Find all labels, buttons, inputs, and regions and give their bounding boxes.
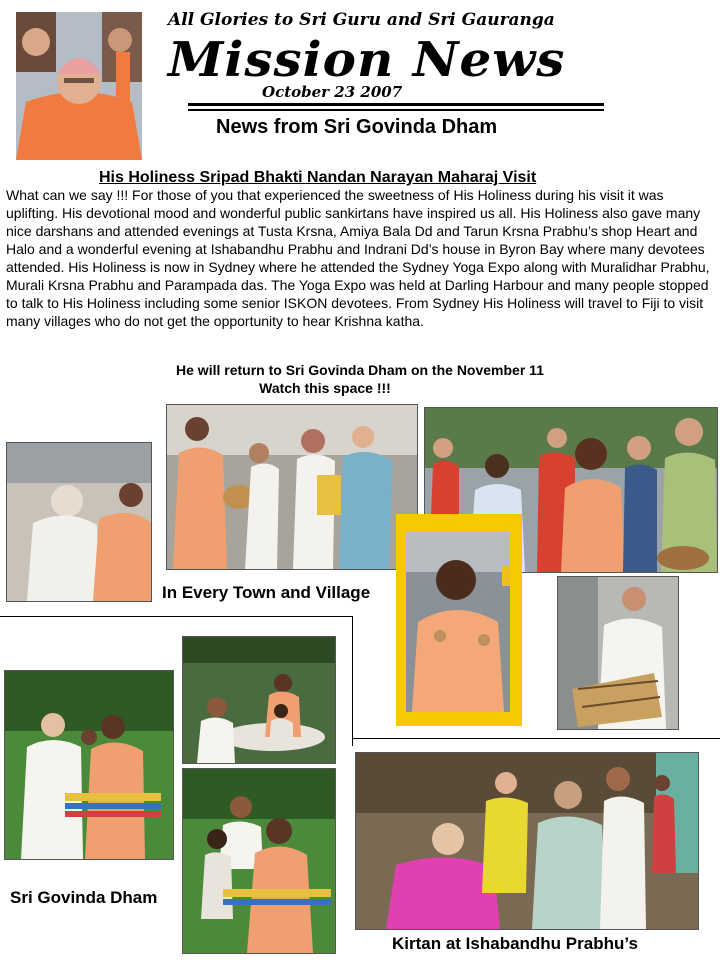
photo-group-bench <box>182 768 336 954</box>
watch-note: Watch this space !!! <box>259 380 391 396</box>
tagline: All Glories to Sri Guru and Sri Gauranga <box>168 10 555 30</box>
article-body: What can we say !!! For those of you that experienced the sweetness of His Holiness during his visit it was uplifting. His devotional mood and wonderful public sankirtans have inspired us all. His Holiness also gave many nice darshans and attended evenings at Tusta Krsna, Amiya Bala Dd and Tarun Krsna Prabhu’s shop Heart and Halo and a wonderful evening at Ishabandhu Prabhu and Indrani Dd’s house in Byron Bay where many devotees attended. His Holiness is now in Sydney where he attended the Sydney Yoga Expo along with Muralidhar Prabhu, Murali Krsna Prabhu and Parampada das. The Yoga Expo was held at Darling Harbour and many people stopped to talk to His Holiness including some senior ISKON devotees. From Sydney His Holiness will travel to Fiji to visit many villages who do not get the opportunity to hear Krishna katha. <box>6 187 710 329</box>
photo-street-kirtan <box>166 404 418 570</box>
masthead-title: Mission News <box>168 31 566 88</box>
photo-drummer <box>557 576 679 730</box>
photo-indoor-kirtan <box>355 752 699 930</box>
photo-swami-portrait <box>406 532 510 712</box>
caption-town-village: In Every Town and Village <box>162 583 371 602</box>
subtitle: News from Sri Govinda Dham <box>216 116 498 138</box>
return-note: He will return to Sri Govinda Dham on the November 11 <box>176 362 544 378</box>
divider-right <box>352 738 720 739</box>
divider-vertical <box>352 616 353 746</box>
photo-boat-lake <box>182 636 336 764</box>
masthead-rule-top <box>188 103 604 106</box>
featured-photo-frame <box>396 514 522 726</box>
issue-date: October 23 2007 <box>262 83 403 101</box>
caption-kirtan-ishabandhu: Kirtan at Ishabandhu Prabhu’s <box>392 934 638 953</box>
divider-left <box>0 616 352 617</box>
caption-sri-govinda-dham: Sri Govinda Dham <box>10 888 158 907</box>
article-headline: His Holiness Sripad Bhakti Nandan Narayan Maharaj Visit <box>99 169 537 186</box>
header-photo <box>16 12 142 160</box>
photo-bench-pair <box>4 670 174 860</box>
masthead-rule-bottom <box>188 109 604 111</box>
photo-woman-with-swami <box>6 442 152 602</box>
